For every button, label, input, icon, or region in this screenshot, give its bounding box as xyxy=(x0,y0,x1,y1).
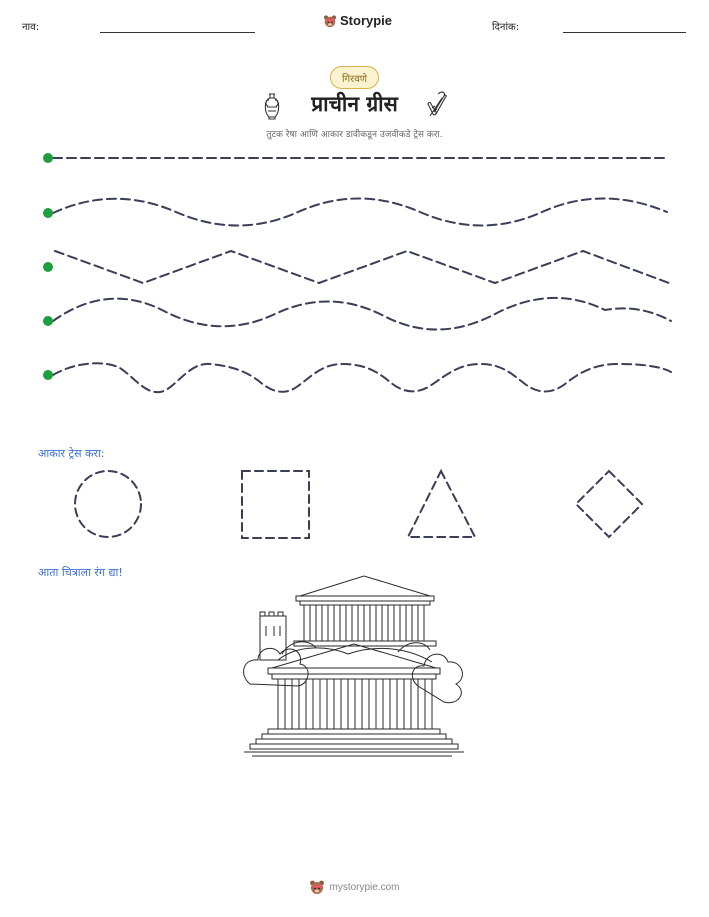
trace-shape-square[interactable] xyxy=(242,471,309,538)
category-badge: गिरवणे xyxy=(330,66,379,89)
trace-shape-triangle[interactable] xyxy=(408,471,475,537)
trace-line-wave[interactable] xyxy=(53,199,667,226)
footer-url[interactable]: mystorypie.com xyxy=(329,881,400,893)
instructions: तुटक रेषा आणि आकार डावीकडून उजवीकडे ट्रेस करा. xyxy=(266,130,443,140)
trace-line-curvy[interactable] xyxy=(53,363,671,392)
start-dot xyxy=(43,153,53,163)
storypie-bear-icon xyxy=(309,879,325,895)
footer xyxy=(0,879,709,895)
start-dot xyxy=(43,262,53,272)
trace-line-gentle-wave[interactable] xyxy=(53,298,671,330)
shapes-section-title: आकार ट्रेस करा: xyxy=(38,447,105,460)
coloring-section-title: आता चित्राला रंग द्या! xyxy=(38,566,123,579)
start-dot xyxy=(43,208,53,218)
name-label: नाव: xyxy=(22,22,40,33)
greek-temple-illustration[interactable] xyxy=(238,574,470,762)
trace-line-zigzag[interactable] xyxy=(55,251,669,283)
start-dot xyxy=(43,316,53,326)
date-label: दिनांक: xyxy=(492,22,520,33)
trace-shape-circle[interactable] xyxy=(75,471,141,537)
brand-name: Storypie xyxy=(340,13,393,28)
trace-shape-diamond[interactable] xyxy=(576,471,642,537)
page-title: प्राचीन ग्रीस xyxy=(311,92,398,116)
start-dot xyxy=(43,370,53,380)
